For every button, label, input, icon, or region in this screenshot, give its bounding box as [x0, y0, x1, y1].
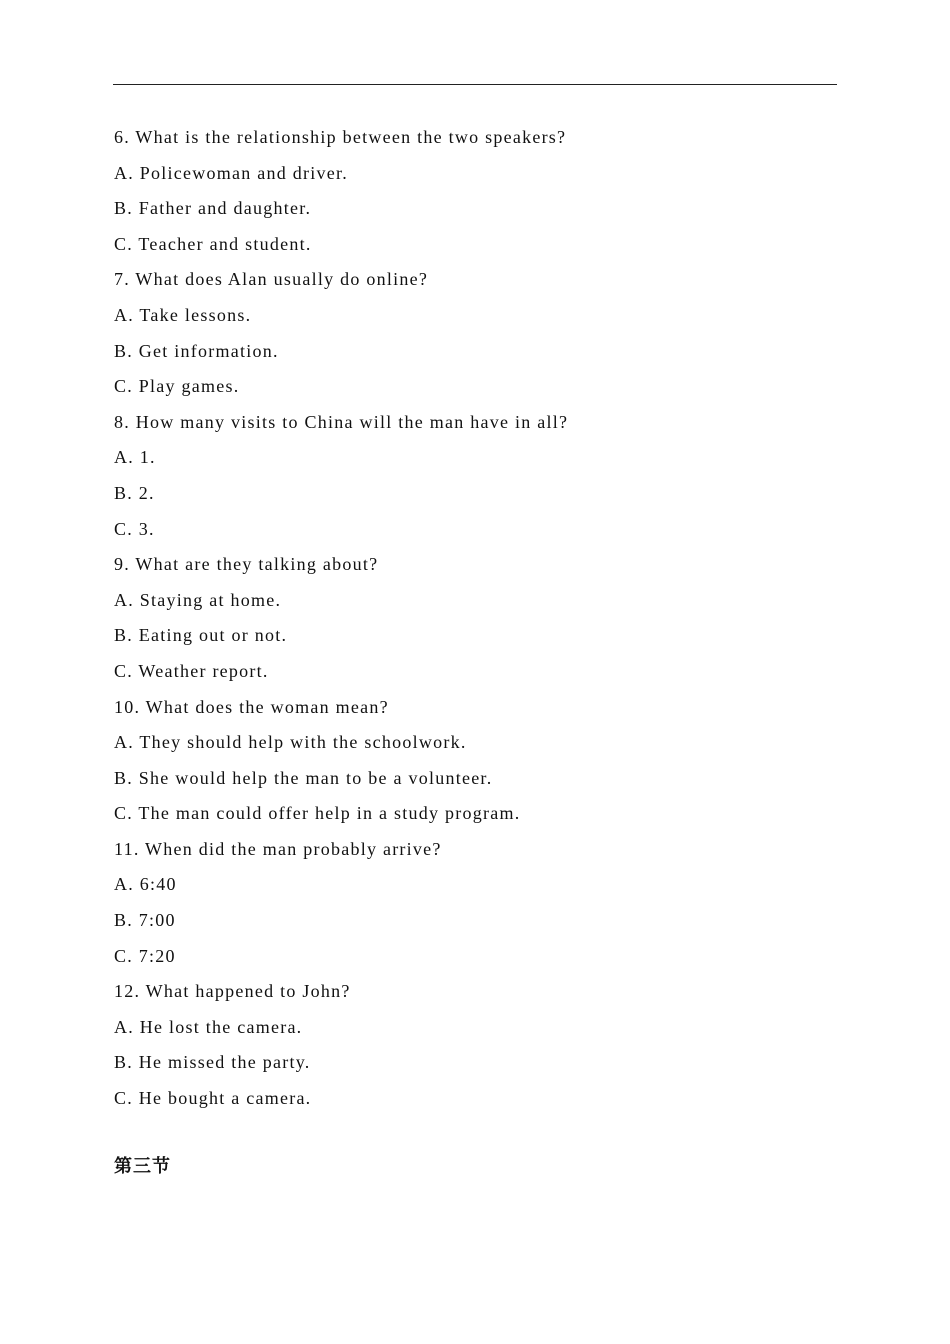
question-6-stem: 6. What is the relationship between the two speakers?: [114, 127, 567, 147]
question-8-option-c: C. 3.: [114, 518, 155, 539]
question-6-option-a: A. Policewoman and driver.: [114, 162, 348, 183]
question-11-option-c: C. 7:20: [114, 945, 176, 966]
question-12-option-c: C. He bought a camera.: [114, 1088, 312, 1109]
question-11-option-b: B. 7:00: [114, 910, 176, 931]
question-10-option-b: B. She would help the man to be a volunteer.: [114, 767, 493, 788]
question-9-option-b: B. Eating out or not.: [114, 625, 288, 646]
question-9-option-a: A. Staying at home.: [114, 589, 282, 610]
question-6-option-b: B. Father and daughter.: [114, 198, 312, 219]
question-12-option-b: B. He missed the party.: [114, 1052, 311, 1073]
question-12-option-a: A. He lost the camera.: [114, 1016, 303, 1037]
question-8-option-b: B. 2.: [114, 482, 155, 503]
header-rule: [113, 84, 837, 85]
question-6-option-c: C. Teacher and student.: [114, 233, 312, 254]
question-9-stem: 9. What are they talking about?: [114, 554, 379, 575]
question-9-option-c: C. Weather report.: [114, 660, 269, 681]
question-10-stem: 10. What does the woman mean?: [114, 696, 389, 717]
question-list: [114, 121, 874, 1118]
question-11-stem: 11. When did the man probably arrive?: [114, 838, 442, 859]
question-7-stem: 7. What does Alan usually do online?: [114, 269, 429, 290]
question-12-stem: 12. What happened to John?: [114, 981, 351, 1002]
question-10-option-c: C. The man could offer help in a study program.: [114, 803, 521, 824]
question-10-option-a: A. They should help with the schoolwork.: [114, 732, 467, 753]
question-7-option-c: C. Play games.: [114, 376, 240, 397]
section-heading: 第三节: [114, 1156, 171, 1177]
question-8-stem: 8. How many visits to China will the man have in all?: [114, 411, 569, 432]
question-11-option-a: A. 6:40: [114, 874, 177, 895]
question-7-option-b: B. Get information.: [114, 340, 279, 361]
question-7-option-a: A. Take lessons.: [114, 304, 252, 325]
question-8-option-a: A. 1.: [114, 447, 156, 468]
